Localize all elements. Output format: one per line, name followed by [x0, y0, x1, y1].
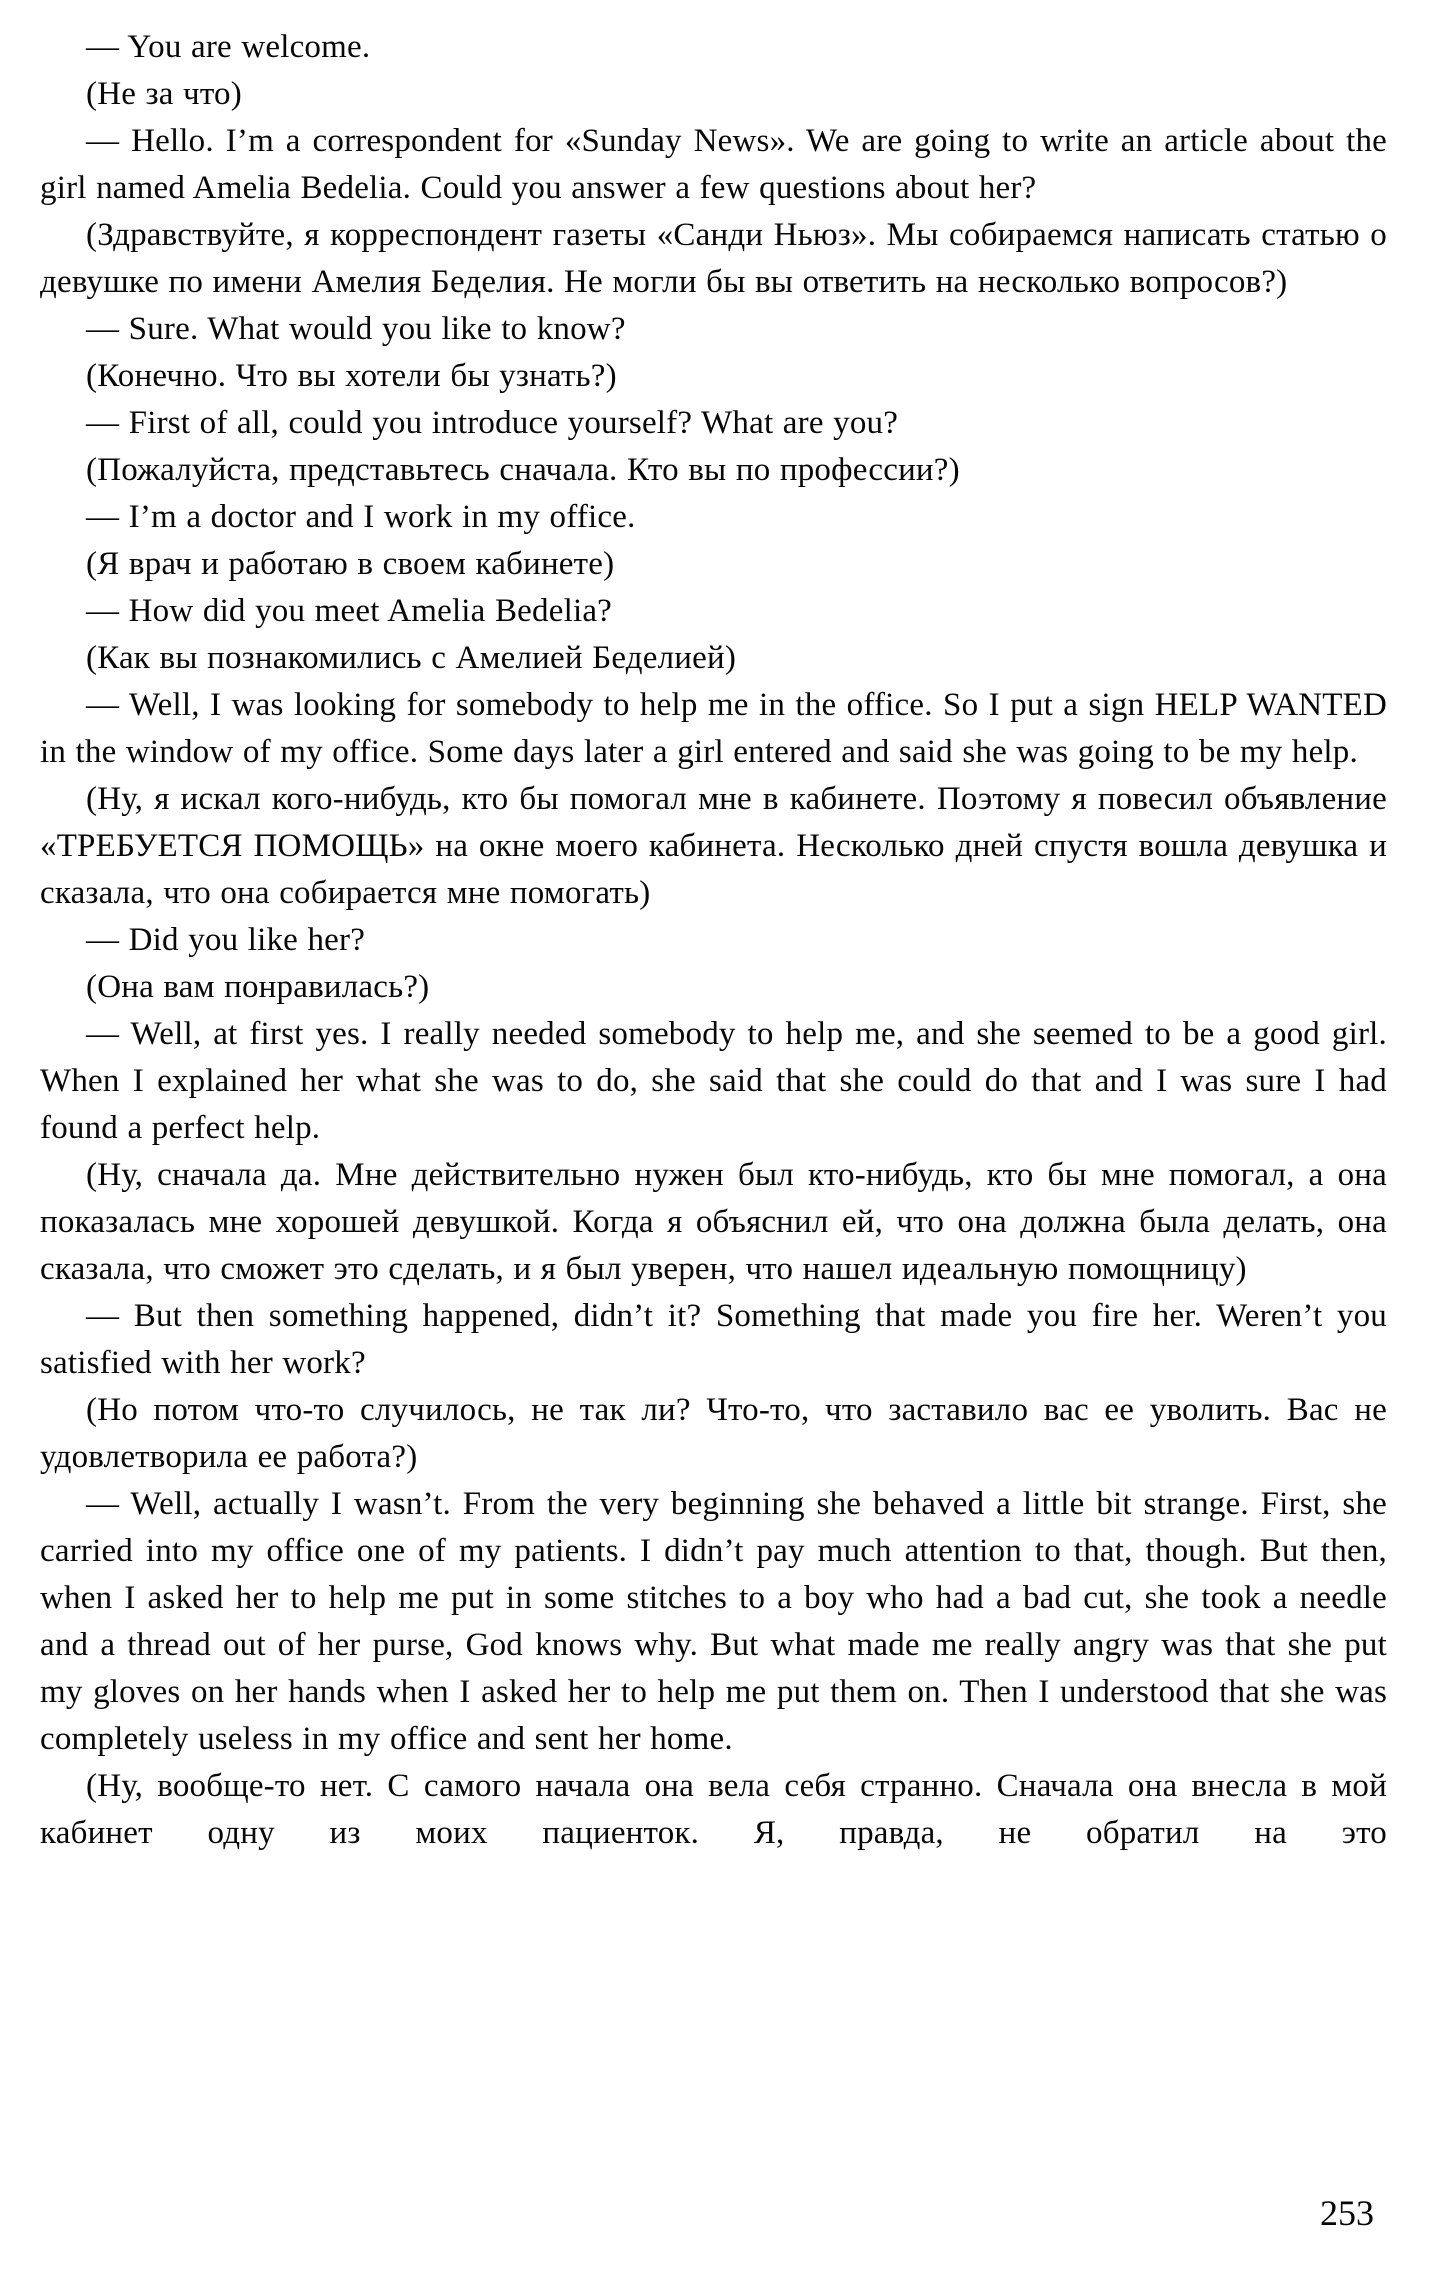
dialogue-line-en: — Sure. What would you like to know?	[86, 311, 626, 347]
dialogue-line-en: — Hello. I’m a correspondent for «Sunday News». We are going to write an article about the girl named Amelia Bedelia. Could you answer a few questions about her?	[40, 123, 1387, 206]
translation-line-ru: (Не за что)	[86, 76, 242, 112]
dialogue-line-en: — Did you like her?	[86, 922, 366, 958]
dialogue-line-en: — You are welcome.	[86, 29, 371, 65]
dialogue-line-en: — Well, I was looking for somebody to help me in the office. So I put a sign HELP WANTED in the window of my office. Some days later a girl entered and said she was going to be my help.	[40, 687, 1387, 770]
translation-line-ru: (Но потом что-то случилось, не так ли? Что-то, что заставило вас ее уволить. Вас не удовлетворила ее работа?)	[40, 1392, 1387, 1475]
translation-line-ru: (Как вы познакомились с Амелией Беделией)	[86, 640, 737, 676]
translation-line-ru: (Пожалуйста, представьтесь сначала. Кто вы по профессии?)	[86, 452, 960, 488]
translation-line-ru: (Здравствуйте, я корреспондент газеты «Санди Ньюз». Мы собираемся написать статью о девушке по имени Амелия Беделия. Не могли бы вы ответить на несколько вопросов?)	[40, 217, 1387, 300]
page-number: 253	[1320, 2193, 1374, 2233]
dialogue-line-en: — How did you meet Amelia Bedelia?	[86, 593, 613, 629]
translation-line-ru: (Я врач и работаю в своем кабинете)	[86, 546, 615, 582]
dialogue-line-en: — But then something happened, didn’t it? Something that made you fire her. Weren’t you satisfied with her work?	[40, 1298, 1387, 1381]
translation-line-ru: (Ну, вообще-то нет. С самого начала она вела себя странно. Сначала она внесла в мой кабинет одну из моих пациенток. Я, правда, не обратил на это	[40, 1768, 1387, 1851]
dialogue-line-en: — First of all, could you introduce yourself? What are you?	[86, 405, 899, 441]
dialogue-line-en: — Well, actually I wasn’t. From the very beginning she behaved a little bit strange. First, she carried into my office one of my patients. I didn’t pay much attention to that, though. But then, when I asked her to help me put in some stitches to a boy who had a bad cut, she took a needle and a thread out of her purse, God knows why. But what made me really angry was that she put my gloves on her hands when I asked her to help me put them on. Then I understood that she was completely useless in my office and sent her home.	[40, 1486, 1387, 1757]
dialogue-line-en: — Well, at first yes. I really needed somebody to help me, and she seemed to be a good girl. When I explained her what she was to do, she said that she could do that and I was sure I had found a perfect help.	[40, 1016, 1387, 1146]
translation-line-ru: (Конечно. Что вы хотели бы узнать?)	[86, 358, 617, 394]
translation-line-ru: (Ну, сначала да. Мне действительно нужен был кто-нибудь, кто бы мне помогал, а она показалась мне хорошей девушкой. Когда я объяснил ей, что она должна была делать, она сказала, что сможет это сделать, и я был уверен, что нашел идеальную помощницу)	[40, 1157, 1387, 1287]
translation-line-ru: (Она вам понравилась?)	[86, 969, 430, 1005]
dialogue-text-block	[40, 24, 1387, 1857]
translation-line-ru: (Ну, я искал кого-нибудь, кто бы помогал мне в кабинете. Поэтому я повесил объявление «ТРЕБУЕТСЯ ПОМОЩЬ» на окне моего кабинета. Несколько дней спустя вошла девушка и сказала, что она собирается мне помогать)	[40, 781, 1387, 911]
dialogue-line-en: — I’m a doctor and I work in my office.	[86, 499, 636, 535]
